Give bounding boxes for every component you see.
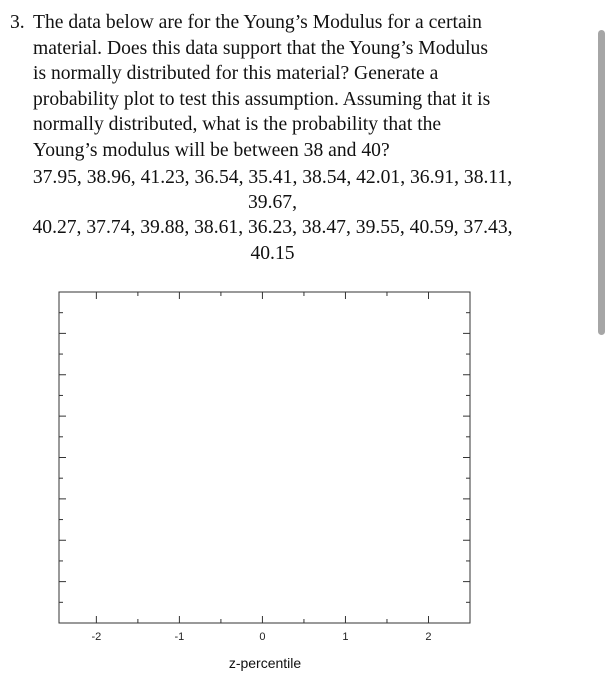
x-axis-title: z-percentile — [228, 655, 302, 671]
data-line-1: 37.95, 38.96, 41.23, 36.54, 35.41, 38.54, 42.01, 36.91, 38.11, — [32, 167, 513, 188]
question-text-line-3: is normally distributed for this material? Generate a — [33, 63, 439, 84]
question-text-line-2: material. Does this data support that the Young’s Modulus — [33, 37, 488, 59]
scrollbar-thumb[interactable] — [598, 30, 605, 335]
x-tick-labels — [91, 631, 431, 643]
x-tick-label: -1 — [174, 631, 185, 643]
x-tick-label: 0 — [259, 631, 266, 643]
data-line-2: 39.67, — [248, 192, 297, 214]
x-tick-label: -2 — [91, 631, 102, 643]
question-text-line-5: normally distributed, what is the probability that the — [33, 114, 442, 135]
question-text-line-4: probability plot to test this assumption. Assuming that it is — [33, 88, 491, 110]
x-tick-label: 2 — [425, 631, 432, 643]
data-line-3: 40.27, 37.74, 39.88, 38.61, 36.23, 38.47, 39.55, 40.59, 37.43, — [32, 217, 513, 239]
x-ticks-bottom — [96, 616, 470, 623]
plot-frame — [59, 292, 470, 623]
x-ticks-top — [96, 292, 470, 299]
question-text-line-6: Young’s modulus will be between 38 and 40? — [33, 139, 390, 161]
question-number: 3. — [10, 12, 25, 33]
question-text-line-1: The data below are for the Young’s Modulus for a certain — [33, 12, 482, 33]
y-ticks-right — [463, 313, 470, 603]
data-line-4: 40.15 — [250, 242, 295, 264]
y-ticks-left — [59, 313, 66, 603]
x-tick-label: 1 — [342, 631, 349, 643]
